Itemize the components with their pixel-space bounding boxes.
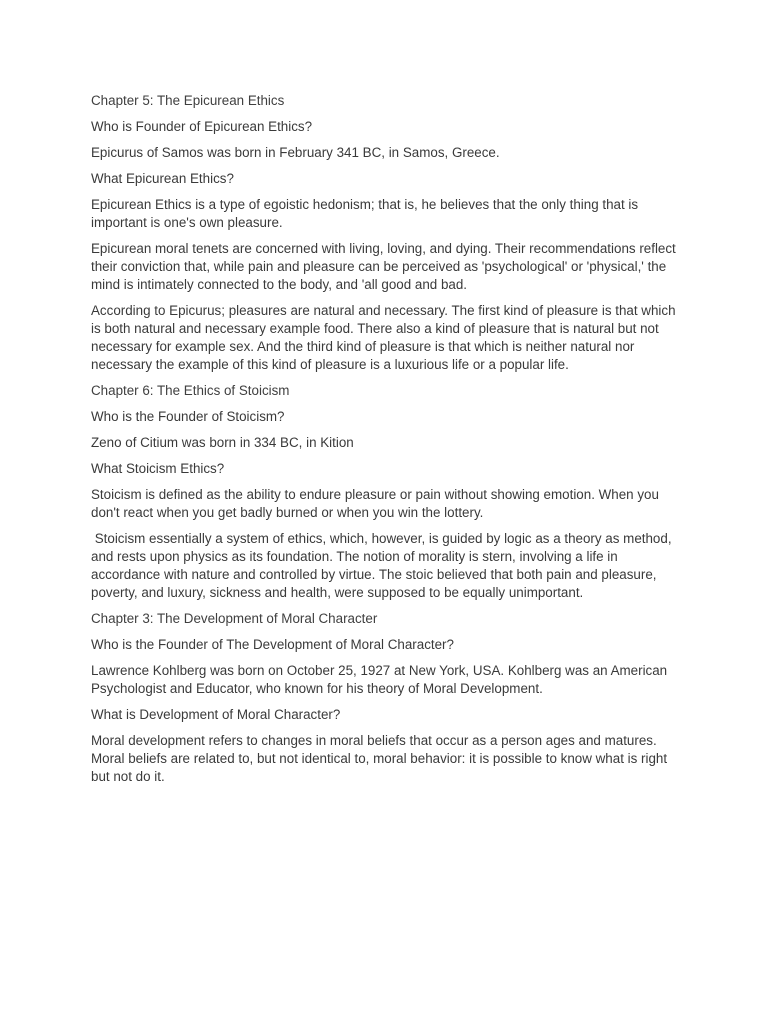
question-what-moral-development: What is Development of Moral Character? [91,707,341,722]
paragraph-stoicism-system: Stoicism essentially a system of ethics, which, however, is guided by logic as a theory as method, and rests upon physics as its foundation. The notion of morality is stern, involving a life in accordance with nature and controlled by virtue. The stoic believed that both pain and pleasure, poverty, and luxury, sickness and health, were supposed to be equally unimportant. [91,531,676,600]
chapter-5-title: Chapter 5: The Epicurean Ethics [91,93,285,108]
question-founder-epicurean: Who is Founder of Epicurean Ethics? [91,119,313,134]
chapter-6-title: Chapter 6: The Ethics of Stoicism [91,383,290,398]
paragraph-epicurus-pleasures: According to Epicurus; pleasures are natural and necessary. The first kind of pleasure is that which is both natural and necessary example food. There also a kind of pleasure that is natural but not necessary for example sex. And the third kind of pleasure is that which is neither natural nor necessary the example of this kind of pleasure is a luxurious life or a popular life. [91,303,676,372]
question-what-stoicism: What Stoicism Ethics? [91,461,225,476]
answer-epicurus-birth: Epicurus of Samos was born in February 341 BC, in Samos, Greece. [91,145,500,160]
paragraph-stoicism-definition: Stoicism is defined as the ability to endure pleasure or pain without showing emotion. When you don't react when you get badly burned or when you win the lottery. [91,487,659,520]
question-what-epicurean: What Epicurean Ethics? [91,171,234,186]
paragraph-moral-development: Moral development refers to changes in moral beliefs that occur as a person ages and matures. Moral beliefs are related to, but not identical to, moral behavior: it is possible to know what is right but not do it. [91,733,668,784]
question-founder-moral-character: Who is the Founder of The Development of Moral Character? [91,637,454,652]
answer-kohlberg-birth: Lawrence Kohlberg was born on October 25, 1927 at New York, USA. Kohlberg was an American Psychologist and Educator, who known for his theory of Moral Development. [91,663,668,696]
document-body [91,92,681,794]
question-founder-stoicism: Who is the Founder of Stoicism? [91,409,285,424]
answer-zeno-birth: Zeno of Citium was born in 334 BC, in Kition [91,435,354,450]
paragraph-epicurean-hedonism: Epicurean Ethics is a type of egoistic hedonism; that is, he believes that the only thing that is important is one's own pleasure. [91,197,639,230]
paragraph-epicurean-tenets: Epicurean moral tenets are concerned with living, loving, and dying. Their recommendations reflect their conviction that, while pain and pleasure can be perceived as 'psychological' or 'physical,' the mind is intimately connected to the body, and 'all good and bad. [91,241,676,292]
chapter-3-title: Chapter 3: The Development of Moral Character [91,611,378,626]
